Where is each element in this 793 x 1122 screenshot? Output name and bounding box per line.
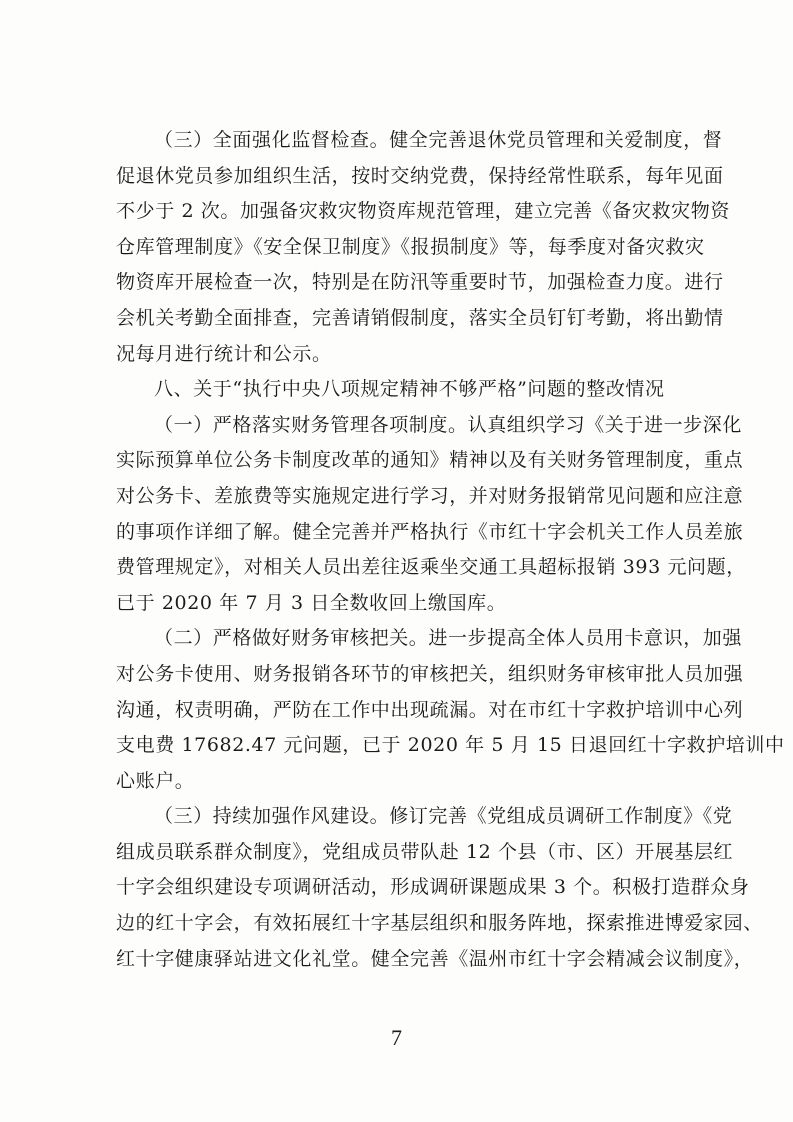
text-line: 红十字健康驿站进文化礼堂。健全完善《温州市红十字会精减会议制度》， (116, 947, 754, 970)
body-text (116, 123, 785, 977)
text-line: 对公务卡使用、财务报销各环节的审核把关，组织财务审核审批人员加强 (116, 662, 744, 685)
text-line: 不少于 2 次。加强备灾救灾物资库规范管理，建立完善《备灾救灾物资 (116, 200, 730, 223)
text-line: 心账户。 (116, 769, 195, 792)
text-line: 边的红十字会，有效拓展红十字基层组织和服务阵地，探索推进博爱家园、 (116, 912, 763, 935)
text-line: 会机关考勤全面排查，完善请销假制度，落实全员钉钉考勤，将出勤情 (116, 306, 724, 329)
page-number: 7 (391, 1025, 402, 1050)
text-line: （二）严格做好财务审核把关。进一步提高全体人员用卡意识，加强 (154, 627, 743, 650)
text-line: 仓库管理制度》《安全保卫制度》《报损制度》等，每季度对备灾救灾 (116, 235, 705, 258)
text-line: 实际预算单位公务卡制度改革的通知》精神以及有关财务管理制度，重点 (116, 449, 744, 472)
text-line: （三）持续加强作风建设。修订完善《党组成员调研工作制度》《党 (154, 805, 733, 828)
text-line: 十字会组织建设专项调研活动，形成调研课题成果 3 个。积极打造群众身 (116, 876, 750, 899)
text-line: 已于 2020 年 7 月 3 日全数收回上缴国库。 (116, 591, 507, 614)
text-line: 促退休党员参加组织生活，按时交纳党费，保持经常性联系，每年见面 (116, 164, 724, 187)
text-line: 的事项作详细了解。健全完善并严格执行《市红十字会机关工作人员差旅 (116, 520, 744, 543)
text-line: 况每月进行统计和公示。 (116, 342, 332, 365)
text-line: 对公务卡、差旅费等实施规定进行学习，并对财务报销常见问题和应注意 (116, 484, 744, 507)
text-line: （一）严格落实财务管理各项制度。认真组织学习《关于进一步深化 (154, 413, 743, 436)
text-line: 支电费 17682.47 元问题，已于 2020 年 5 月 15 日退回红十字救护培训中 (116, 734, 785, 757)
section-heading: 八、关于“执行中央八项规定精神不够严格”问题的整改情况 (154, 378, 665, 401)
text-line: 物资库开展检查一次，特别是在防汛等重要时节，加强检查力度。进行 (116, 271, 724, 294)
text-line: 组成员联系群众制度》，党组成员带队赴 12 个县（市、区）开展基层红 (116, 840, 734, 863)
text-line: 费管理规定》，对相关人员出差往返乘坐交通工具超标报销 393 元问题， (116, 556, 746, 579)
text-line: （三）全面强化监督检查。健全完善退休党员管理和关爱制度，督 (154, 129, 723, 151)
text-line: 沟通，权责明确，严防在工作中出现疏漏。对在市红十字救护培训中心列 (116, 698, 744, 721)
